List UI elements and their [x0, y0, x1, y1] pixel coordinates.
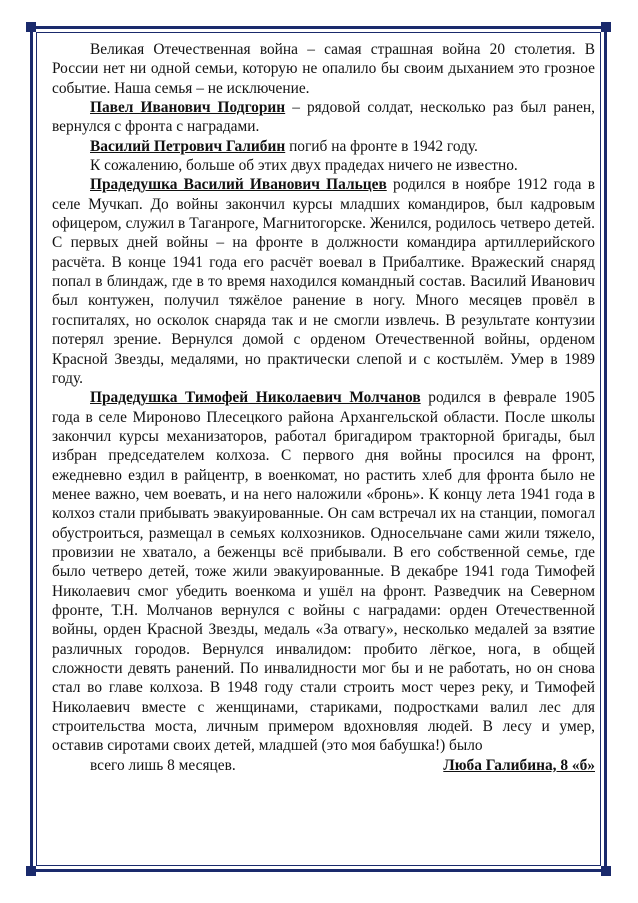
- person-name: Прадедушка Тимофей Николаевич Молчанов: [90, 389, 421, 407]
- person-name: Павел Иванович Подгорин: [90, 99, 286, 117]
- person-name: Василий Петрович Галибин: [90, 137, 286, 155]
- paragraph-intro: [52, 40, 595, 98]
- border-corner: [26, 22, 36, 32]
- paragraph-regret: [52, 156, 595, 175]
- paragraph-paltsev: [52, 175, 595, 388]
- paragraph-galibin: [52, 137, 595, 156]
- author-signature: Люба Галибина, 8 «б»: [443, 756, 595, 774]
- paragraph-text: погиб на фронте в 1942 году.: [285, 137, 478, 155]
- paragraph-text: – рядовой солдат, несколько раз был ранен, вернулся с фронта с наградами.: [52, 99, 595, 136]
- paragraph-molchanov: [52, 388, 595, 756]
- person-name: Прадедушка Василий Иванович Пальцев: [90, 176, 387, 194]
- paragraph-text: родился в ноябре 1912 года в селе Мучкап. До войны закончил курсы младших командиров, был кадровым офицером, служил в Таганроге, Магнитогорске. Женился, родилось четверо детей. С первых дней войны – на фронте в должности командира артиллерийского расчёта. В конце 1941 года его расчёт воевал в Прибалтике. Вражеский снаряд попал в блиндаж, где в то время находился командный состав. Василий Иванович был контужен, получил тяжёлое ранение в ногу. Много месяцев провёл в госпиталях, но осколок снаряда так и не смогли извлечь. В результате контузии потерял зрение. Вернулся домой с орденом Отечественной войны, орденом Красной Звезды, медалями, но практически слепой и с костылём. Умер в 1989 году.: [52, 176, 595, 387]
- closing-line: [52, 756, 595, 775]
- paragraph-text: всего лишь 8 месяцев.: [90, 756, 236, 774]
- paragraph-text: К сожалению, больше об этих двух прадедах ничего не известно.: [90, 157, 518, 175]
- paragraph-text: родился в феврале 1905 года в селе Мироново Плесецкого района Архангельской области. После школы закончил курсы механизаторов, работал бригадиром тракторной бригады, был избран председателем колхоза. С первого дня войны просился на фронт, ежедневно ездил в райцентр, в военкомат, но растить хлеб для фронта было не менее важно, чем воевать, и на него наложили «бронь». К концу лета 1941 года в колхоз стали прибывать эвакуированные. Он сам встречал их на станции, помогал обустроиться, размещал в семьях колхозников. Односельчане сами жили тяжело, провизии не хватало, а беженцы всё прибывали. В его собственной семье, где было четверо детей, тоже жили эвакуированные. В декабре 1941 года Тимофей Николаевич смог убедить военкома и ушёл на фронт. Разведчик на Северном фронте, Т.Н. Молчанов вернулся с войны с наградами: орден Отечественной войны, орден Красной Звезды, медаль «За отвагу», несколько медалей за взятие различных городов. Вернулся инвалидом: пробито лёгкое, нога, в общей сложности девять ранений. По инвалидности мог бы и не работать, но он снова стал во главе колхоза. В 1948 году стали строить мост через реку, и Тимофей Николаевич вместе с женщинами, стариками, подростками валил лес для строительства моста, личным примером вдохновляя людей. В лесу и умер, оставив сиротами своих детей, младшей (это моя бабушка!) было: [52, 389, 595, 755]
- border-corner: [601, 866, 611, 876]
- paragraph-text: Великая Отечественная война – самая страшная война 20 столетия. В России нет ни одной семьи, которую не опалило бы своим дыханием это грозное событие. Наша семья – не исключение.: [52, 41, 595, 97]
- essay-body: [52, 40, 595, 775]
- border-corner: [601, 22, 611, 32]
- paragraph-podgorin: [52, 98, 595, 137]
- border-corner: [26, 866, 36, 876]
